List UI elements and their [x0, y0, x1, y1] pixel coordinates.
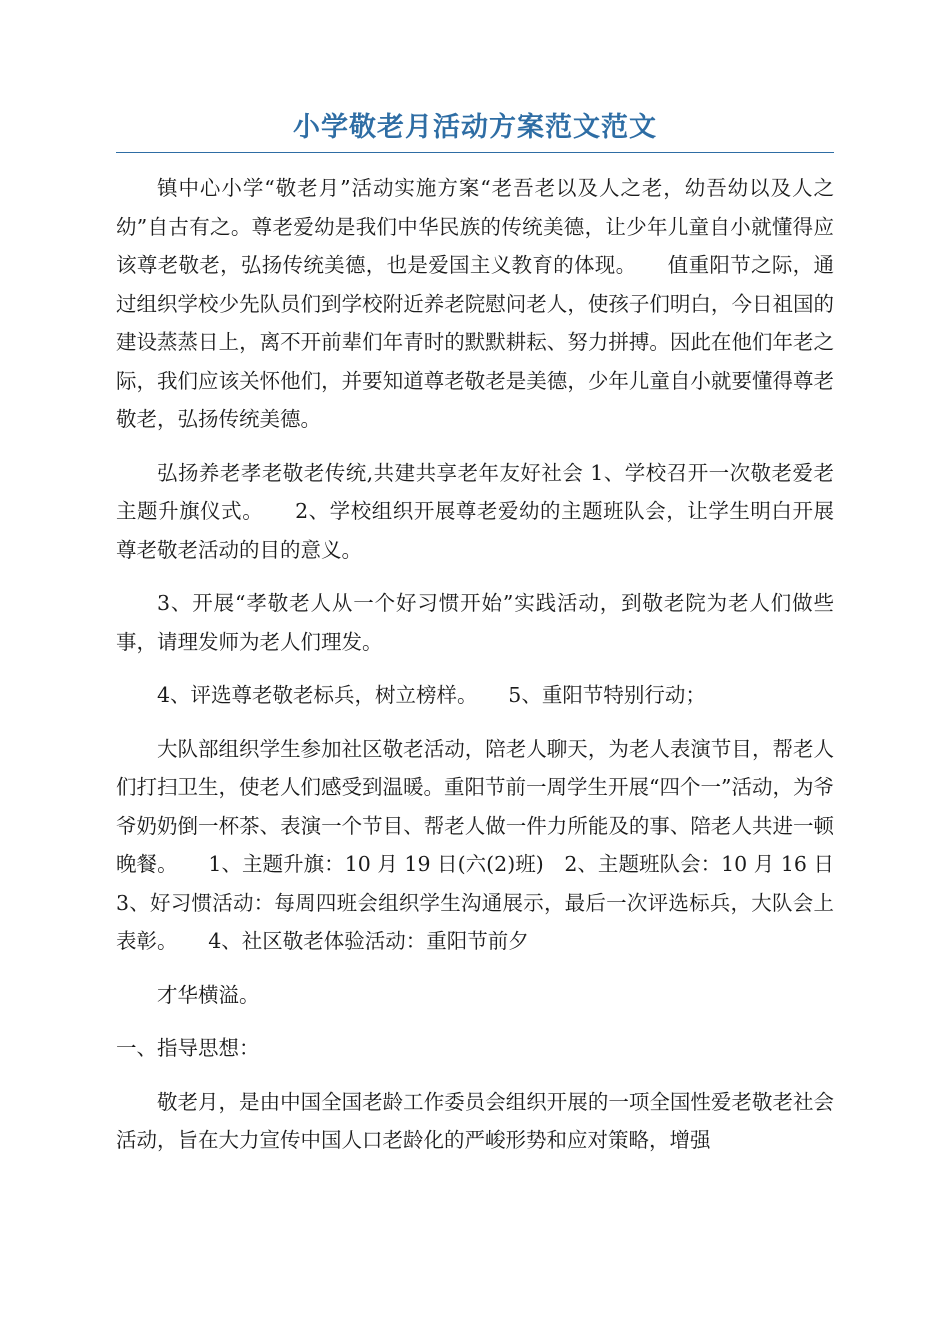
document-title: 小学敬老月活动方案范文范文 — [116, 108, 834, 153]
document-page — [116, 108, 875, 1175]
paragraph-guiding-ideology: 敬老月，是由中国全国老龄工作委员会组织开展的一项全国性爱老敬老社会活动，旨在大力宣传中国人口老龄化的严峻形势和应对策略，增强 — [116, 1089, 834, 1152]
paragraph-intro: 镇中心小学“敬老月”活动实施方案“老吾老以及人之老，幼吾幼以及人之幼”自古有之。尊老爱幼是我们中华民族的传统美德，让少年儿童自小就懂得应该尊老敬老，弘扬传统美德，也是爱国主义教育的体现。 值重阳节之际，通过组织学校少先队员们到学校附近养老院慰问老人，使孩子们明白，今日祖国的建设蒸蒸日上，离不开前辈们年青时的默默耕耘、努力拼搏。因此在他们年老之际，我们应该关怀他们，并要知道尊老敬老是美德，少年儿童自小就要懂得尊老敬老，弘扬传统美德。 — [116, 176, 834, 431]
paragraph-community-schedule: 大队部组织学生参加社区敬老活动，陪老人聊天，为老人表演节目，帮老人们打扫卫生，使老人们感受到温暖。重阳节前一周学生开展“四个一”活动，为爷爷奶奶倒一杯茶、表演一个节目、帮老人做一件力所能及的事、陪老人共进一顿晚餐。 1、主题升旗：10 月 19 日(六(2)班) 2、主题班队会：10 月 16 日 3、好习惯活动：每周四班会组织学生沟通展示，最后一次评选标兵，大队会上表彰。 4、社区敬老体验活动：重阳节前夕 — [116, 736, 875, 953]
paragraph-activities-1-2: 弘扬养老孝老敬老传统,共建共享老年友好社会 1、学校召开一次敬老爱老主题升旗仪式。 2、学校组织开展尊老爱幼的主题班队会，让学生明白开展尊老敬老活动的目的意义。 — [116, 460, 834, 562]
section-heading-guiding-ideology: 一、指导思想： — [116, 1036, 260, 1060]
document-body — [116, 169, 875, 1160]
paragraph-talent: 才华横溢。 — [157, 982, 260, 1007]
paragraph-activities-4-5: 4、评选尊老敬老标兵，树立榜样。 5、重阳节特别行动； — [157, 683, 706, 707]
paragraph-activity-3: 3、开展“孝敬老人从一个好习惯开始”实践活动，到敬老院为老人们做些事，请理发师为老人们理发。 — [116, 591, 834, 654]
